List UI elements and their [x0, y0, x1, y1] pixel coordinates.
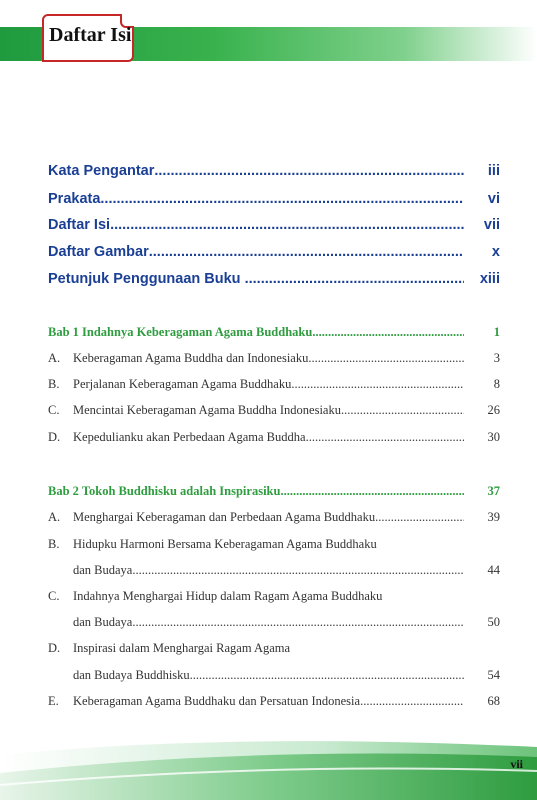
dot-leader [245, 271, 464, 287]
chapter-title: Bab 1 Indahnya Keberagaman Agama Buddhaku [48, 325, 313, 339]
section-title-continued: dan Budaya [73, 615, 133, 629]
toc-front-daftar-gambar[interactable] [48, 244, 500, 260]
toc-section-2d[interactable] [48, 641, 500, 656]
toc-chapter-2[interactable] [48, 484, 500, 499]
chapter-page: 37 [487, 484, 500, 498]
section-letter: B. [48, 377, 60, 391]
footer-green-swoosh [0, 735, 537, 800]
title-box [42, 14, 134, 62]
section-page: 44 [487, 563, 500, 577]
section-page: 3 [493, 351, 500, 365]
section-letter: D. [48, 641, 61, 655]
toc-section-2b[interactable] [48, 537, 500, 552]
toc-entry-label: Kata Pengantar [48, 163, 155, 179]
section-letter: C. [48, 589, 60, 603]
section-letter: A. [48, 510, 61, 524]
section-page: 8 [493, 377, 500, 391]
section-letter: A. [48, 351, 61, 365]
toc-section-2e[interactable] [48, 694, 500, 709]
dot-leader [190, 668, 464, 683]
toc-front-prakata[interactable] [48, 191, 500, 207]
page-title: Daftar Isi [49, 24, 132, 46]
dot-leader [110, 217, 464, 233]
section-page: 54 [487, 668, 500, 682]
toc-section-1c[interactable] [48, 403, 500, 418]
section-letter: C. [48, 403, 60, 417]
toc-section-2d-cont[interactable] [73, 668, 500, 683]
section-title: Kepedulianku akan Perbedaan Agama Buddha [73, 430, 306, 444]
dot-leader [100, 191, 464, 207]
toc-chapter-1[interactable] [48, 325, 500, 340]
toc-entry-label: Daftar Gambar [48, 244, 149, 260]
section-title: Keberagaman Agama Buddha dan Indonesiaku [73, 351, 309, 365]
section-title: Mencintai Keberagaman Agama Buddha Indonesiaku [73, 403, 341, 417]
section-letter: B. [48, 537, 60, 551]
chapter-title: Bab 2 Tokoh Buddhisku adalah Inspirasiku [48, 484, 281, 498]
section-title-continued: dan Budaya Buddhisku [73, 668, 190, 682]
dot-leader [154, 163, 464, 179]
toc-section-1d[interactable] [48, 430, 500, 445]
chapter-page: 1 [493, 325, 500, 339]
toc-section-1a[interactable] [48, 351, 500, 366]
section-title: Hidupku Harmoni Bersama Keberagaman Agama Buddhaku [73, 537, 377, 551]
toc-front-daftar-isi[interactable] [48, 217, 500, 233]
dot-leader [360, 694, 464, 709]
toc-entry-page: vii [483, 217, 500, 233]
toc-entry-label: Petunjuk Penggunaan Buku [48, 271, 245, 287]
section-letter: E. [48, 694, 59, 708]
dot-leader [375, 510, 464, 525]
toc-entry-page: vi [487, 191, 500, 207]
toc-entry-label: Prakata [48, 191, 101, 207]
footer-swoosh-graphic [0, 735, 537, 800]
toc-section-2c[interactable] [48, 589, 500, 604]
dot-leader [132, 615, 464, 630]
toc-entry-page: x [491, 244, 500, 260]
dot-leader [149, 244, 464, 260]
section-title: Menghargai Keberagaman dan Perbedaan Agama Buddhaku [73, 510, 376, 524]
section-title: Inspirasi dalam Menghargai Ragam Agama [73, 641, 291, 655]
toc-section-1b[interactable] [48, 377, 500, 392]
dot-leader [312, 325, 464, 340]
section-page: 26 [487, 403, 500, 417]
section-letter: D. [48, 430, 61, 444]
dot-leader [280, 484, 464, 499]
toc-front-petunjuk[interactable] [48, 271, 500, 287]
section-title-continued: dan Budaya [73, 563, 133, 577]
toc-section-2c-cont[interactable] [73, 615, 500, 630]
footer-page-number: vii [510, 757, 523, 771]
section-title: Perjalanan Keberagaman Agama Buddhaku [73, 377, 292, 391]
toc-front-kata-pengantar[interactable] [48, 163, 500, 179]
toc-entry-page: xiii [479, 271, 500, 287]
toc-section-2a[interactable] [48, 510, 500, 525]
toc-section-2b-cont[interactable] [73, 563, 500, 578]
section-page: 39 [487, 510, 500, 524]
section-page: 50 [487, 615, 500, 629]
section-title: Indahnya Menghargai Hidup dalam Ragam Agama Buddhaku [73, 589, 383, 603]
section-page: 68 [487, 694, 500, 708]
dot-leader [291, 377, 464, 392]
dot-leader [341, 403, 464, 418]
dot-leader [132, 563, 464, 578]
dot-leader [306, 430, 464, 445]
section-page: 30 [487, 430, 500, 444]
toc-entry-page: iii [487, 163, 500, 179]
dot-leader [308, 351, 464, 366]
section-title: Keberagaman Agama Buddhaku dan Persatuan Indonesia [73, 694, 361, 708]
toc-entry-label: Daftar Isi [48, 217, 111, 233]
